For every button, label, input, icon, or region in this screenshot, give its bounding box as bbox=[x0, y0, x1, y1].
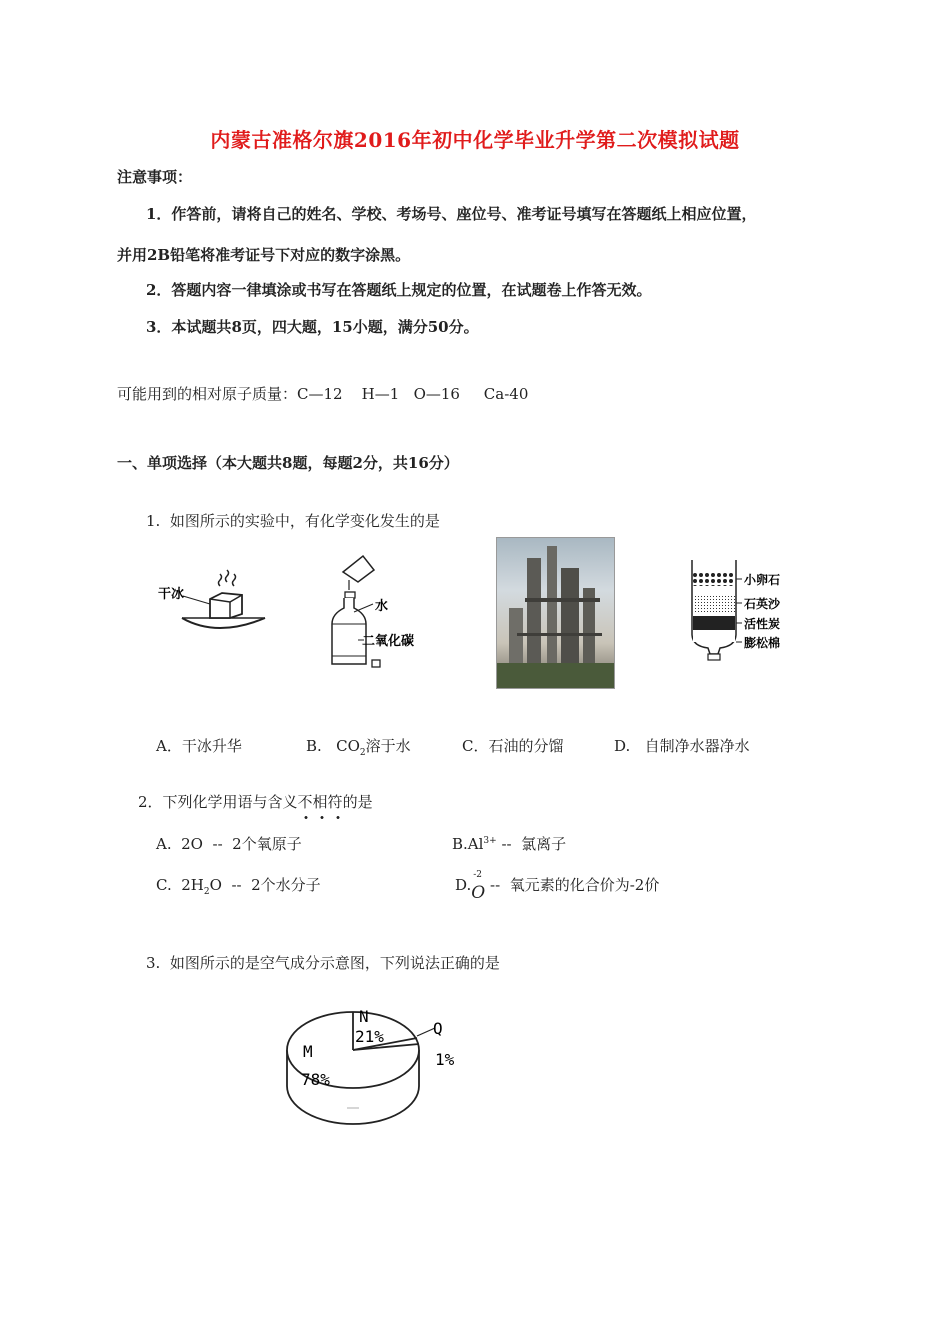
question-2-stem bbox=[138, 791, 373, 812]
q2-option-d-suffix: -- 氧元素的化合价为-2价 bbox=[485, 876, 660, 894]
water-purifier-figure bbox=[680, 554, 810, 670]
q2-stem-before: 2．下列化学用语与含义 bbox=[138, 793, 298, 811]
q2-option-c bbox=[156, 874, 321, 897]
pie-label-m-pct: 78% bbox=[301, 1070, 330, 1089]
atomic-mass-line: 可能用到的相对原子质量：C—12 H—1 O—16 Ca-40 bbox=[117, 385, 529, 403]
pie-label-n-pct: 21% bbox=[355, 1027, 384, 1046]
co2-label: 二氧化碳 bbox=[362, 634, 415, 649]
q2-option-a: A. 2O -- 2个氧原子 bbox=[156, 835, 302, 853]
pie-label-q: Q bbox=[433, 1019, 443, 1038]
water-label: 水 bbox=[375, 599, 389, 614]
notice-item-1-line-2: 并用2B铅笔将准考证号下对应的数字涂黑。 bbox=[117, 246, 411, 264]
question-1-stem: 1. 如图所示的实验中，有化学变化发生的是 bbox=[146, 512, 440, 530]
q2-option-b-suffix: -- 氯离子 bbox=[496, 835, 567, 853]
q2-option-c-prefix: C. 2H bbox=[156, 876, 204, 894]
q2-option-c-suffix: O -- 2个水分子 bbox=[209, 876, 321, 894]
q2-stem-emphasis: 不相符 bbox=[297, 793, 343, 811]
dry-ice-figure bbox=[150, 566, 285, 646]
co2-bottle-figure bbox=[318, 552, 438, 672]
q1-option-b-suffix: 溶于水 bbox=[365, 737, 411, 755]
quartz-sand-label: 石英沙 bbox=[744, 597, 781, 611]
q1-option-b-sub: 2 bbox=[359, 748, 366, 758]
q2-option-b-prefix: B.Al bbox=[452, 835, 484, 853]
air-composition-pie bbox=[275, 1000, 475, 1140]
notice-item-1-line-1: 1．作答前，请将自己的姓名、学校、考场号、座位号、准考证号填写在答题纸上相应位置， bbox=[146, 205, 757, 223]
q1-option-d: D. 自制净水器净水 bbox=[614, 737, 750, 755]
q2-option-d-charge: -2 bbox=[473, 870, 483, 880]
notice-item-3: 3．本试题共8页，四大题，15小题，满分50分。 bbox=[146, 318, 479, 336]
page-title: 内蒙古准格尔旗2016年初中化学毕业升学第二次模拟试题 bbox=[210, 128, 740, 152]
q2-option-c-sub: 2 bbox=[203, 887, 210, 897]
q1-option-a: A．干冰升华 bbox=[156, 737, 242, 755]
dry-ice-label: 干冰 bbox=[158, 587, 185, 602]
q2-option-d bbox=[455, 870, 660, 903]
pie-label-m: M bbox=[303, 1042, 313, 1061]
q2-stem-after: 的是 bbox=[342, 793, 373, 811]
oil-refinery-photo bbox=[496, 537, 615, 689]
q2-option-b bbox=[452, 833, 566, 854]
pie-label-n: N bbox=[359, 1007, 369, 1026]
q1-option-c: C．石油的分馏 bbox=[462, 737, 564, 755]
cotton-label: 膨松棉 bbox=[744, 636, 781, 650]
question-3-stem: 3. 如图所示的是空气成分示意图，下列说法正确的是 bbox=[146, 954, 500, 972]
pebble-label: 小卵石 bbox=[744, 573, 781, 587]
q1-option-b-prefix: B. CO bbox=[306, 737, 360, 755]
pie-label-q-pct: 1% bbox=[435, 1050, 455, 1069]
activated-carbon-label: 活性炭 bbox=[744, 617, 781, 631]
section-1-heading: 一、单项选择（本大题共8题，每题2分，共16分） bbox=[117, 454, 459, 472]
q2-option-d-prefix: D. bbox=[455, 876, 472, 894]
notice-heading: 注意事项： bbox=[117, 168, 193, 186]
notice-item-2: 2．答题内容一律填涂或书写在答题纸上规定的位置，在试题卷上作答无效。 bbox=[146, 281, 652, 299]
q2-option-d-symbol: O bbox=[471, 883, 486, 903]
q2-option-b-sup: 3+ bbox=[483, 836, 497, 846]
q1-option-b bbox=[306, 735, 411, 758]
